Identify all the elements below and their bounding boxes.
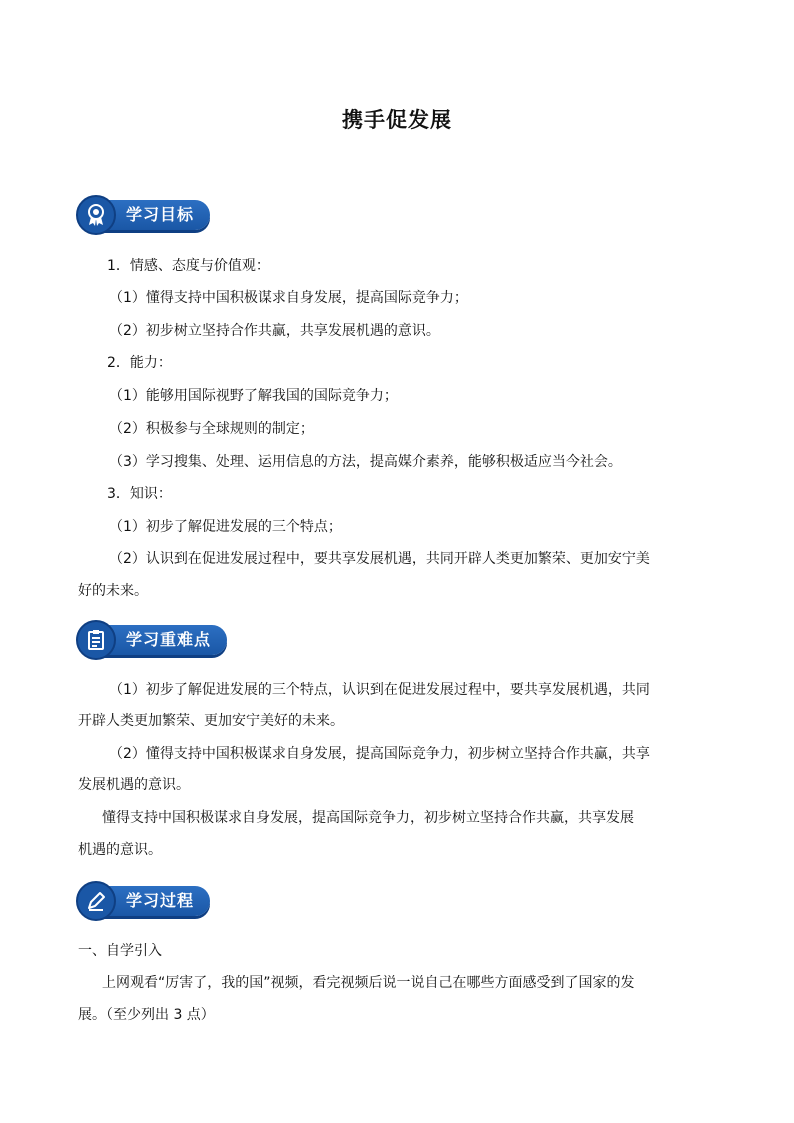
- process-line: 展。（至少列出 3 点）: [78, 1007, 215, 1023]
- objective-line: （2）积极参与全球规则的制定；: [109, 421, 314, 437]
- keypoint-line: 开辟人类更加繁荣、更加安宁美好的未来。: [78, 713, 344, 729]
- keypoint-line: （1）初步了解促进发展的三个特点，认识到在促进发展过程中，要共享发展机遇，共同: [109, 682, 650, 698]
- section-label-objectives: 学习目标: [102, 200, 210, 230]
- objective-line: （1）初步了解促进发展的三个特点；: [109, 519, 342, 535]
- keypoint-line: 懂得支持中国积极谋求自身发展，提高国际竞争力，初步树立坚持合作共赢，共享发展: [102, 810, 634, 826]
- award-ribbon-icon: [76, 195, 116, 235]
- objective-line: （2）认识到在促进发展过程中，要共享发展机遇，共同开辟人类更加繁荣、更加安宁美: [109, 551, 650, 567]
- objective-line: 好的未来。: [78, 583, 148, 599]
- process-heading: 一、自学引入: [78, 943, 162, 959]
- process-line: 上网观看“厉害了，我的国”视频，看完视频后说一说自己在哪些方面感受到了国家的发: [102, 975, 635, 991]
- keypoint-line: 机遇的意识。: [78, 842, 162, 858]
- objective-line: 3．知识：: [107, 486, 172, 502]
- objective-line: （1）能够用国际视野了解我国的国际竞争力；: [109, 388, 398, 404]
- keypoint-line: 发展机遇的意识。: [78, 777, 190, 793]
- objective-line: （1）懂得支持中国积极谋求自身发展，提高国际竞争力；: [109, 290, 468, 306]
- section-badge-process: [76, 882, 210, 920]
- objective-line: （2）初步树立坚持合作共赢，共享发展机遇的意识。: [109, 323, 440, 339]
- section-badge-keypoints: [76, 621, 227, 659]
- objective-line: 2．能力：: [107, 355, 172, 371]
- document-title: 携手促发展: [342, 108, 452, 132]
- checklist-icon: [76, 620, 116, 660]
- objective-line: 1．情感、态度与价值观：: [107, 258, 270, 274]
- section-label-process: 学习过程: [102, 886, 210, 916]
- keypoint-line: （2）懂得支持中国积极谋求自身发展，提高国际竞争力，初步树立坚持合作共赢，共享: [109, 746, 650, 762]
- pencil-edit-icon: [76, 881, 116, 921]
- section-badge-objectives: [76, 196, 210, 234]
- objective-line: （3）学习搜集、处理、运用信息的方法，提高媒介素养，能够积极适应当今社会。: [109, 454, 622, 470]
- section-label-keypoints: 学习重难点: [102, 625, 227, 655]
